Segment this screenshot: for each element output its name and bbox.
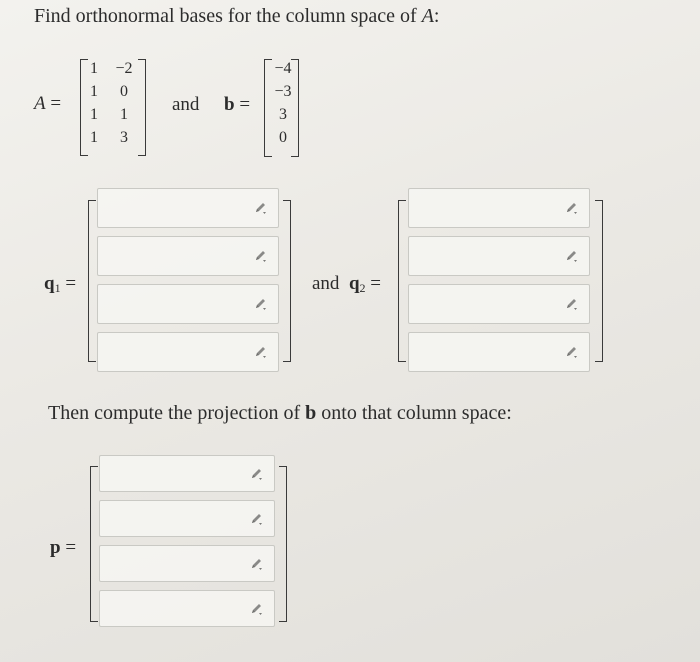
q1-left-bracket xyxy=(88,200,96,362)
instruction-colon: : xyxy=(433,5,440,27)
q2-input-4[interactable] xyxy=(408,332,590,372)
vector-b-entry: −3 xyxy=(274,83,292,100)
projection-instruction xyxy=(48,402,512,425)
matrix-a-equals: = xyxy=(50,93,62,114)
vector-b-entry: −4 xyxy=(274,60,292,77)
pencil-icon[interactable] xyxy=(564,345,578,359)
q1-letter: q xyxy=(44,273,55,294)
pencil-icon[interactable] xyxy=(253,297,267,311)
instruction-var-a: A xyxy=(421,5,434,27)
projection-text-pre: Then compute the projection of xyxy=(48,402,301,424)
pencil-icon[interactable] xyxy=(253,345,267,359)
pencil-icon[interactable] xyxy=(249,512,263,526)
q2-input-2[interactable] xyxy=(408,236,590,276)
q2-subscript: 2 xyxy=(359,281,366,295)
matrix-a-entry: 3 xyxy=(120,129,128,146)
pencil-icon[interactable] xyxy=(249,557,263,571)
pencil-icon[interactable] xyxy=(253,201,267,215)
p-label xyxy=(50,537,76,559)
matrix-a-entry: 1 xyxy=(120,106,128,123)
q1-input-4[interactable] xyxy=(97,332,279,372)
vector-b-label xyxy=(224,94,250,116)
vector-b-letter: b xyxy=(224,94,235,115)
projection-text-post: onto that column space: xyxy=(321,402,512,424)
q2-input-1[interactable] xyxy=(408,188,590,228)
q1-input-1[interactable] xyxy=(97,188,279,228)
q1-subscript: 1 xyxy=(54,281,61,295)
instruction-main: Find orthonormal bases for the column space of xyxy=(34,5,417,27)
q1-input-3[interactable] xyxy=(97,284,279,324)
pencil-icon[interactable] xyxy=(249,602,263,616)
pencil-icon[interactable] xyxy=(564,297,578,311)
q2-equals: = xyxy=(370,273,381,294)
pencil-icon[interactable] xyxy=(564,249,578,263)
matrix-a-entry: −2 xyxy=(115,60,133,77)
q1-input-2[interactable] xyxy=(97,236,279,276)
matrix-a-entry: 1 xyxy=(90,129,98,146)
pencil-icon[interactable] xyxy=(249,467,263,481)
q2-letter: q xyxy=(348,273,360,294)
q1-right-bracket xyxy=(283,200,291,362)
pencil-icon[interactable] xyxy=(564,201,578,215)
vector-b xyxy=(266,59,298,155)
matrix-a-entry: 1 xyxy=(90,60,98,77)
and-word-2: and xyxy=(312,273,340,294)
p-left-bracket xyxy=(90,466,98,622)
vector-b-entry: 0 xyxy=(279,129,287,146)
matrix-a-entry: 1 xyxy=(90,83,98,100)
q2-right-bracket xyxy=(595,200,603,362)
q1-label xyxy=(44,273,76,296)
and-q2-label xyxy=(312,273,381,296)
projection-var-b: b xyxy=(305,402,317,424)
instruction-text xyxy=(34,5,439,28)
matrix-a-entry: 0 xyxy=(120,83,128,100)
vector-b-entry: 3 xyxy=(279,106,287,123)
and-word-1: and xyxy=(172,94,200,115)
p-right-bracket xyxy=(279,466,287,622)
vector-b-equals: = xyxy=(239,94,251,115)
matrix-a-entry: 1 xyxy=(90,106,98,123)
q2-input-3[interactable] xyxy=(408,284,590,324)
q1-equals: = xyxy=(65,273,77,294)
matrix-a-label xyxy=(34,93,61,115)
q2-left-bracket xyxy=(398,200,406,362)
p-letter: p xyxy=(50,537,61,558)
matrix-a xyxy=(79,59,147,154)
p-equals: = xyxy=(65,537,77,558)
pencil-icon[interactable] xyxy=(253,249,267,263)
matrix-a-letter: A xyxy=(34,93,46,114)
